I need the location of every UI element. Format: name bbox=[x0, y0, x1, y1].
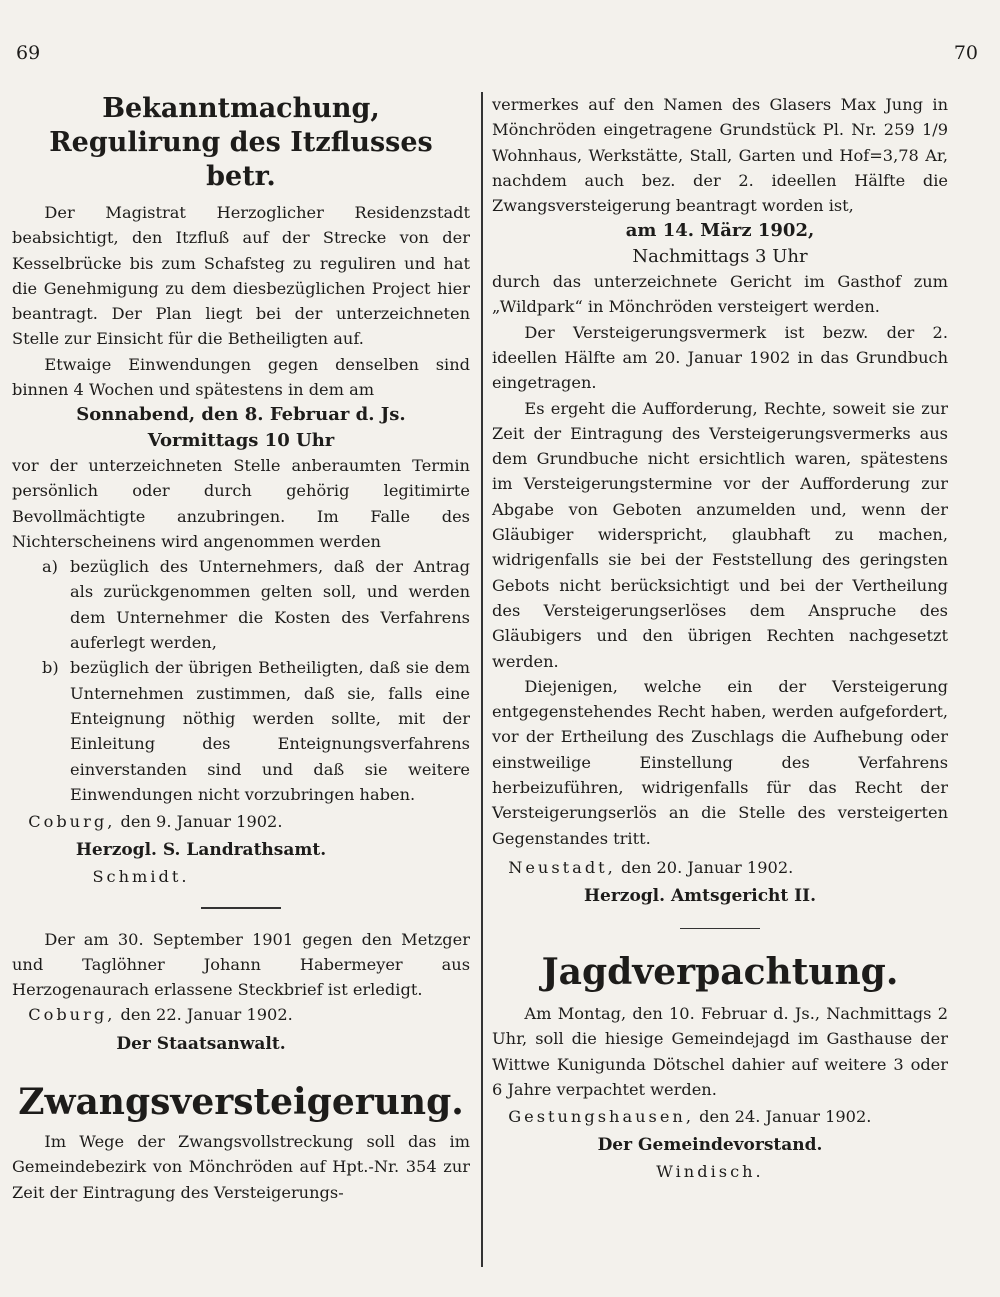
date: den 24. Januar 1902. bbox=[699, 1107, 872, 1127]
right-column bbox=[492, 92, 948, 1184]
notice-warrant bbox=[12, 927, 470, 1057]
paragraph: durch das unterzeichnete Gericht im Gasthof zum „Wildpark“ in Mönchröden versteigert werden. bbox=[492, 272, 948, 317]
place: Coburg, bbox=[28, 1005, 116, 1025]
place: Neustadt, bbox=[508, 857, 616, 877]
separator bbox=[680, 928, 760, 930]
list-label: a) bbox=[42, 557, 58, 577]
list-label: b) bbox=[42, 658, 59, 678]
notice-auction bbox=[12, 1079, 470, 1205]
auction-date: am 14. März 1902, bbox=[625, 220, 815, 242]
paragraph: Es ergeht die Aufforderung, Rechte, soweit sie zur Zeit der Eintragung des Versteigerungsvermerks aus dem Grundbuche nicht ersichtlich waren, spätestens im Versteigerungstermine vor der Aufforderung zur Abgabe von Geboten anzumelden und, wenn der Gläubiger widerspricht, glaubhaft zu machen, widrigenfalls sie bei der Feststellung des geringsten Gebots nicht berücksichtigt und bei der Vertheilung des Versteigerungserlöses dem Anspruche des Gläubigers und den übrigen Rechten nachgesetzt werden. bbox=[492, 398, 948, 671]
page-number-right: 70 bbox=[953, 42, 978, 64]
signer: Schmidt. bbox=[92, 866, 190, 886]
place: Gestungshausen, bbox=[508, 1107, 694, 1127]
notice-itz-regulation bbox=[12, 92, 470, 889]
list-item bbox=[42, 554, 470, 655]
auction-time: Nachmittags 3 Uhr bbox=[632, 245, 808, 267]
list-item bbox=[42, 655, 470, 807]
paragraph: Der Magistrat Herzoglicher Residenzstadt beabsichtigt, den Itzfluß auf der Strecke von der Kesselbrücke bis zum Schafsteg zu reguliren und hat die Genehmigung zu dem diesbezüglichen Project hier beantragt. Der Plan liegt bei der unterzeichneten Stelle zur Einsicht für die Betheiligten auf. bbox=[12, 203, 470, 349]
paragraph: Diejenigen, welche ein der Versteigerung entgegenstehendes Recht haben, werden aufgefordert, vor der Ertheilung des Zuschlags die Aufhebung oder einstweilige Einstellung des Verfahrens herbeizuführen, widrigenfalls für das Recht der Versteigerungserlös an die Stelle des versteigerten Gegenstandes tritt. bbox=[492, 676, 948, 848]
notice-title: Jagdverpachtung. bbox=[541, 951, 899, 993]
paragraph: Der Versteigerungsvermerk ist bezw. der 2. ideellen Hälfte am 20. Januar 1902 in das Grundbuch eingetragen. bbox=[492, 322, 948, 393]
date: den 20. Januar 1902. bbox=[621, 857, 794, 877]
place: Coburg, bbox=[28, 812, 116, 832]
paragraph: Der am 30. September 1901 gegen den Metzger und Taglöhner Johann Habermeyer aus Herzogenaurach erlassene Steckbrief ist erledigt. bbox=[12, 929, 470, 1000]
office: Herzogl. Amtsgericht II. bbox=[583, 886, 817, 907]
left-column bbox=[12, 92, 470, 1205]
page-number-left: 69 bbox=[16, 42, 41, 64]
column-divider bbox=[481, 92, 483, 1267]
paragraph: vermerkes auf den Namen des Glasers Max Jung in Mönchröden eingetragene Grundstück Pl. Nr. 259 1/9 Wohnhaus, Werkstätte, Stall, Garten und Hof=3,78 Ar, nachdem auch bez. der 2. ideellen Hälfte die Zwangsversteigerung beantragt worden ist, bbox=[492, 95, 948, 216]
paragraph: Im Wege der Zwangsvollstreckung soll das im Gemeindebezirk von Mönchröden auf Hpt.-Nr. 354 zur Zeit der Eintragung des Versteigerungs- bbox=[12, 1132, 470, 1202]
place-date bbox=[492, 1104, 948, 1129]
notice-title: Zwangsversteigerung. bbox=[18, 1081, 464, 1123]
notice-title: Bekanntmachung, bbox=[102, 93, 380, 124]
list-text: bezüglich der übrigen Betheiligten, daß sie dem Unternehmen zustimmen, daß sie, falls eine Enteignung nöthig werden sollte, mit der Einleitung des Enteignungsverfahrens einverstanden sind und daß sie weitere Einwendungen nicht vorzubringen haben. bbox=[70, 658, 470, 804]
date: den 22. Januar 1902. bbox=[120, 1005, 293, 1025]
list-text: bezüglich des Unternehmers, daß der Antrag als zurückgenommen gelten soll, und werden dem Unternehmer die Kosten des Verfahrens auferlegt werden, bbox=[70, 557, 470, 653]
date: den 9. Januar 1902. bbox=[120, 812, 283, 832]
signer: Windisch. bbox=[656, 1161, 764, 1181]
paragraph: Am Montag, den 10. Februar d. Js., Nachmittags 2 Uhr, soll die hiesige Gemeindejagd im Gasthause der Wittwe Kunigunda Dötschel dahier auf weitere 3 oder 6 Jahre verpachtet werden. bbox=[492, 1004, 948, 1099]
notice-auction-continued bbox=[492, 92, 948, 910]
place-date bbox=[492, 855, 948, 880]
deadline-date: Sonnabend, den 8. Februar d. Js. bbox=[76, 404, 406, 426]
place-date bbox=[12, 809, 470, 834]
separator bbox=[201, 907, 281, 909]
notice-subtitle: Regulirung des Itzflusses betr. bbox=[49, 127, 433, 192]
deadline-time: Vormittags 10 Uhr bbox=[147, 429, 335, 451]
paragraph: Etwaige Einwendungen gegen denselben sind binnen 4 Wochen und spätestens in dem am bbox=[12, 354, 470, 400]
office: Der Staatsanwalt. bbox=[116, 1033, 286, 1054]
place-date bbox=[12, 1002, 470, 1027]
paragraph: vor der unterzeichneten Stelle anberaumten Termin persönlich oder durch gehörig legitimirte Bevollmächtigte anzubringen. Im Falle des Nichterscheinens wird angenommen werden bbox=[12, 455, 470, 551]
office: Der Gemeindevorstand. bbox=[597, 1135, 823, 1156]
office: Herzogl. S. Landrathsamt. bbox=[75, 840, 327, 861]
notice-hunting-lease bbox=[492, 949, 948, 1184]
